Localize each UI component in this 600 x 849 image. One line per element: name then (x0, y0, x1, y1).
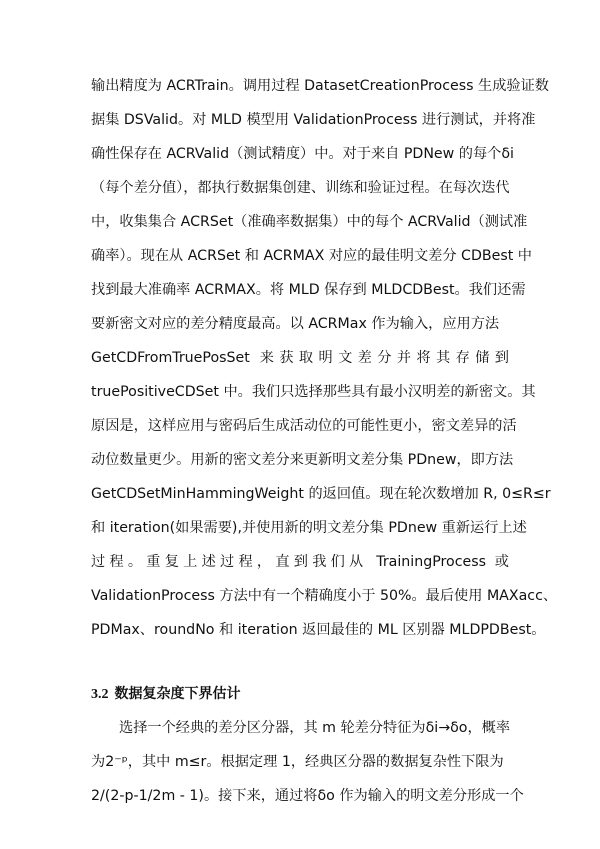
paragraph-line: 找到最大准确率 ACRMAX。将 MLD 保存到 MLDCDBest。我们还需 (91, 282, 526, 298)
paragraph-line: truePositiveCDSet 中。我们只选择那些具有最小汉明差的新密文。其 (91, 384, 536, 400)
paragraph-line: 中，收集集合 ACRSet（准确率数据集）中的每个 ACRValid（测试准 (91, 214, 528, 230)
paragraph-line: 选择一个经典的差分区分器，其 m 轮差分特征为δi→δo，概率 (119, 720, 511, 736)
paragraph-line: PDMax、roundNo 和 iteration 返回最佳的 ML 区别器 MLDPDBest。 (91, 622, 546, 638)
paragraph-line: 和 iteration(如果需要),并使用新的明文差分集 PDnew 重新运行上述 (91, 520, 527, 536)
paragraph-line: 输出精度为 ACRTrain。调用过程 DatasetCreationProcess 生成验证数 (91, 78, 549, 94)
paragraph-line: 原因是，这样应用与密码后生成活动位的可能性更小，密文差异的活 (91, 418, 517, 434)
paragraph-line: （每个差分值），都执行数据集创建、训练和验证过程。在每次迭代 (91, 180, 510, 196)
paragraph-line: 要新密文对应的差分精度最高。以 ACRMax 作为输入，应用方法 (91, 316, 500, 332)
paragraph-line: 为2⁻ᵖ，其中 m≤r。根据定理 1，经典区分器的数据复杂性下限为 (91, 754, 504, 770)
paragraph-line: GetCDFromTruePosSet 来获取明文差分并将其存储到 (91, 350, 509, 366)
paragraph-line: GetCDSetMinHammingWeight 的返回值。现在轮次数增加 R, 0≤R≤r (91, 486, 551, 502)
section-heading (91, 684, 509, 704)
paragraph-line: 确性保存在 ACRValid（测试精度）中。对于来自 PDNew 的每个δi (91, 146, 514, 162)
section-number: 3.2 (91, 687, 109, 702)
section-title: 数据复杂度下界估计 (114, 686, 241, 702)
paragraph-line: ValidationProcess 方法中有一个精确度小于 50%。最后使用 MAXacc、 (91, 588, 558, 604)
paragraph-line: 2/(2-p-1/2m - 1)。接下来，通过将δo 作为输入的明文差分形成一个 (91, 788, 524, 804)
paragraph-line: 动位数量更少。用新的密文差分来更新明文差分集 PDnew，即方法 (91, 452, 514, 468)
paragraph-line: 据集 DSValid。对 MLD 模型用 ValidationProcess 进行测试，并将准 (91, 112, 536, 128)
paragraph-line: 确率）。现在从 ACRSet 和 ACRMAX 对应的最佳明文差分 CDBest 中 (91, 248, 532, 264)
paragraph-line: 过程。重复上述过程，直到我们从 TrainingProcess 或 (91, 554, 509, 570)
